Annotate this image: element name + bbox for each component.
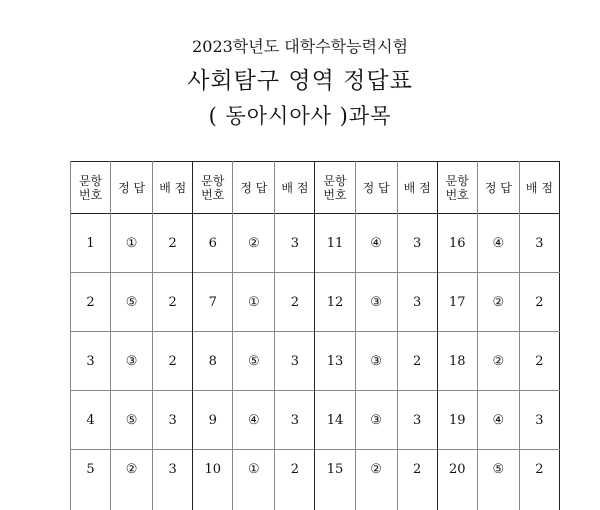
header-question-number-line1: 문항 — [193, 174, 232, 188]
table-row — [71, 214, 560, 273]
answer-cell: ② — [477, 332, 519, 391]
answer-cell: ③ — [355, 332, 397, 391]
question-number-cell: 18 — [437, 332, 477, 391]
question-number-cell: 3 — [71, 332, 111, 391]
table-header-row — [71, 162, 560, 214]
header-answer: 정 답 — [233, 162, 275, 214]
document-title: 사회탐구 영역 정답표 — [0, 66, 600, 96]
points-cell: 3 — [519, 214, 559, 273]
points-cell: 2 — [519, 332, 559, 391]
table-row — [71, 450, 560, 510]
points-cell: 2 — [153, 332, 193, 391]
table-row — [71, 273, 560, 332]
points-cell: 2 — [519, 450, 559, 510]
header-answer: 정 답 — [355, 162, 397, 214]
table-body — [71, 214, 560, 510]
answer-cell: ④ — [233, 391, 275, 450]
points-cell: 2 — [397, 450, 437, 510]
points-cell: 2 — [153, 214, 193, 273]
answer-cell: ④ — [477, 214, 519, 273]
header-points: 배 점 — [519, 162, 559, 214]
question-number-cell: 5 — [71, 450, 111, 510]
header-question-number-line2: 번호 — [193, 188, 232, 202]
points-cell: 3 — [397, 214, 437, 273]
answer-cell: ⑤ — [111, 391, 153, 450]
question-number-cell: 12 — [315, 273, 355, 332]
header-question-number-line2: 번호 — [315, 188, 354, 202]
header-points: 배 점 — [153, 162, 193, 214]
answer-cell: ② — [477, 273, 519, 332]
header-answer: 정 답 — [477, 162, 519, 214]
question-number-cell: 13 — [315, 332, 355, 391]
points-cell: 2 — [397, 332, 437, 391]
question-number-cell: 19 — [437, 391, 477, 450]
header-question-number — [193, 162, 233, 214]
question-number-cell: 10 — [193, 450, 233, 510]
answer-cell: ③ — [355, 273, 397, 332]
points-cell: 3 — [153, 391, 193, 450]
answer-cell: ① — [111, 214, 153, 273]
points-cell: 2 — [153, 273, 193, 332]
header-points: 배 점 — [397, 162, 437, 214]
points-cell: 3 — [275, 332, 315, 391]
question-number-cell: 11 — [315, 214, 355, 273]
answer-cell: ⑤ — [477, 450, 519, 510]
question-number-cell: 15 — [315, 450, 355, 510]
answer-cell: ⑤ — [233, 332, 275, 391]
table-row — [71, 391, 560, 450]
question-number-cell: 4 — [71, 391, 111, 450]
header-question-number-line1: 문항 — [438, 174, 477, 188]
answer-cell: ③ — [111, 332, 153, 391]
question-number-cell: 1 — [71, 214, 111, 273]
exam-title: 2023학년도 대학수학능력시험 — [0, 36, 600, 58]
question-number-cell: 2 — [71, 273, 111, 332]
answer-cell: ① — [233, 273, 275, 332]
header-question-number — [437, 162, 477, 214]
points-cell: 3 — [275, 214, 315, 273]
points-cell: 2 — [275, 450, 315, 510]
header-points: 배 점 — [275, 162, 315, 214]
answer-cell: ① — [233, 450, 275, 510]
answer-key-table — [70, 161, 560, 510]
question-number-cell: 6 — [193, 214, 233, 273]
answer-cell: ② — [355, 450, 397, 510]
answer-cell: ⑤ — [111, 273, 153, 332]
points-cell: 3 — [275, 391, 315, 450]
question-number-cell: 17 — [437, 273, 477, 332]
points-cell: 3 — [519, 391, 559, 450]
header-question-number-line2: 번호 — [71, 188, 110, 202]
question-number-cell: 8 — [193, 332, 233, 391]
header-question-number-line1: 문항 — [71, 174, 110, 188]
question-number-cell: 7 — [193, 273, 233, 332]
question-number-cell: 16 — [437, 214, 477, 273]
points-cell: 2 — [275, 273, 315, 332]
points-cell: 2 — [519, 273, 559, 332]
header-question-number — [71, 162, 111, 214]
points-cell: 3 — [397, 273, 437, 332]
answer-cell: ② — [111, 450, 153, 510]
answer-cell: ④ — [477, 391, 519, 450]
answer-cell: ④ — [355, 214, 397, 273]
table-row — [71, 332, 560, 391]
answer-cell: ③ — [355, 391, 397, 450]
header-question-number-line1: 문항 — [315, 174, 354, 188]
question-number-cell: 20 — [437, 450, 477, 510]
question-number-cell: 14 — [315, 391, 355, 450]
points-cell: 3 — [397, 391, 437, 450]
answer-cell: ② — [233, 214, 275, 273]
subject-title: ( 동아시아사 )과목 — [0, 102, 600, 130]
question-number-cell: 9 — [193, 391, 233, 450]
header-answer: 정 답 — [111, 162, 153, 214]
header-question-number — [315, 162, 355, 214]
points-cell: 3 — [153, 450, 193, 510]
header-question-number-line2: 번호 — [438, 188, 477, 202]
